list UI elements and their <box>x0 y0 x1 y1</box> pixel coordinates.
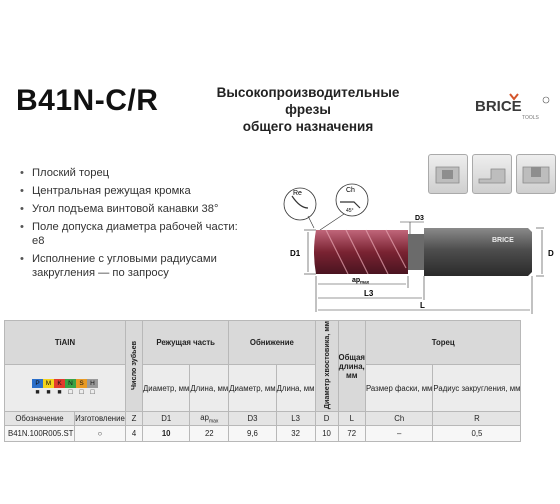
col-d: D <box>315 412 338 426</box>
brand-logo <box>474 92 554 122</box>
manufacture-header: Изготовление <box>74 412 125 426</box>
iso-mark: □ <box>90 389 95 397</box>
iso-mark: ■ <box>57 389 62 397</box>
headline <box>192 84 424 135</box>
col-ch: Ch <box>365 412 432 426</box>
product-code: B41N-C/R <box>16 84 159 117</box>
col-ap: $ap_{max}$ <box>190 412 229 426</box>
iso-mark: □ <box>68 389 73 397</box>
cell-manufacture: ○ <box>74 426 125 442</box>
cell-d: 10 <box>315 426 338 442</box>
iso-mark: □ <box>79 389 84 397</box>
iso-h: H <box>87 379 98 388</box>
ap-label: $ap_{max}$ <box>352 277 370 285</box>
iso-p: P <box>32 379 43 388</box>
re-label: Re <box>293 190 302 197</box>
cutting-part <box>314 230 408 274</box>
cell-l3: 32 <box>276 426 315 442</box>
iso-m: M <box>43 379 54 388</box>
cell-ch: – <box>365 426 432 442</box>
corner-radius-detail <box>284 188 316 220</box>
iso-groups <box>5 365 126 412</box>
cell-r: 0,5 <box>433 426 521 442</box>
iso-s: S <box>76 379 87 388</box>
ch-label: Ch <box>346 187 355 194</box>
cell-l: 72 <box>338 426 365 442</box>
col-z: Z <box>126 412 143 426</box>
col-l: L <box>338 412 365 426</box>
headline-line-1: Высокопроизводительные фрезы <box>216 85 400 117</box>
d3-label: D3 <box>415 215 424 222</box>
teeth-header: Число зубьев <box>126 321 143 412</box>
l-label: L <box>420 301 425 310</box>
iso-mark: ■ <box>35 389 40 397</box>
total-length-header: Общая длина, мм <box>338 321 365 412</box>
chamfer-header: Размер фаски, мм <box>365 365 432 412</box>
feature-item: • Поле допуска диаметра рабочей части: e8 <box>20 220 247 248</box>
col-r: R <box>433 412 521 426</box>
col-l3: L3 <box>276 412 315 426</box>
radius-header: Радиус закругления, мм <box>433 365 521 412</box>
designation-header: Обозначение <box>5 412 75 426</box>
end-header: Торец <box>365 321 520 365</box>
table-row <box>5 426 521 442</box>
registered-mark-icon <box>543 97 549 103</box>
feature-item: • Угол подъема винтовой канавки 38° <box>20 202 247 216</box>
shank-brand: BRICE <box>492 237 514 244</box>
d-label: D <box>548 249 554 258</box>
chamfer-detail <box>336 184 368 216</box>
shank-header: Диаметр хвостовика, мм <box>315 321 338 412</box>
relief-length-header: Длина, мм <box>276 365 315 412</box>
iso-k: K <box>54 379 65 388</box>
cutting-length-header: Длина, мм <box>190 365 229 412</box>
relief-header: Обнижение <box>229 321 315 365</box>
cutting-diameter-header: Диаметр, мм <box>143 365 190 412</box>
relief-diameter-header: Диаметр, мм <box>229 365 276 412</box>
cell-d3: 9,6 <box>229 426 276 442</box>
spec-table <box>4 320 521 442</box>
neck <box>408 234 424 270</box>
feature-item: • Исполнение с угловыми радиусами закругления — по запросу <box>20 252 247 280</box>
headline-line-2: общего назначения <box>242 119 374 134</box>
cell-d1: 10 <box>143 426 190 442</box>
coating-header: TiAIN <box>5 321 126 365</box>
tool-drawing <box>260 178 560 318</box>
angle-label: 45° <box>346 208 354 214</box>
cell-ap: 22 <box>190 426 229 442</box>
brand-sub: TOOLS <box>522 115 539 121</box>
brand-name: BRICE <box>475 98 522 115</box>
col-d1: D1 <box>143 412 190 426</box>
cell-z: 4 <box>126 426 143 442</box>
iso-mark: ■ <box>46 389 51 397</box>
cell-designation: B41N.100R005.ST <box>5 426 75 442</box>
feature-list <box>20 166 247 284</box>
l3-label: L3 <box>364 289 374 298</box>
cutting-header: Режущая часть <box>143 321 229 365</box>
shank <box>424 228 532 276</box>
iso-n: N <box>65 379 76 388</box>
d1-label: D1 <box>290 249 301 258</box>
feature-item: • Центральная режущая кромка <box>20 184 247 198</box>
feature-item: • Плоский торец <box>20 166 247 180</box>
col-d3: D3 <box>229 412 276 426</box>
